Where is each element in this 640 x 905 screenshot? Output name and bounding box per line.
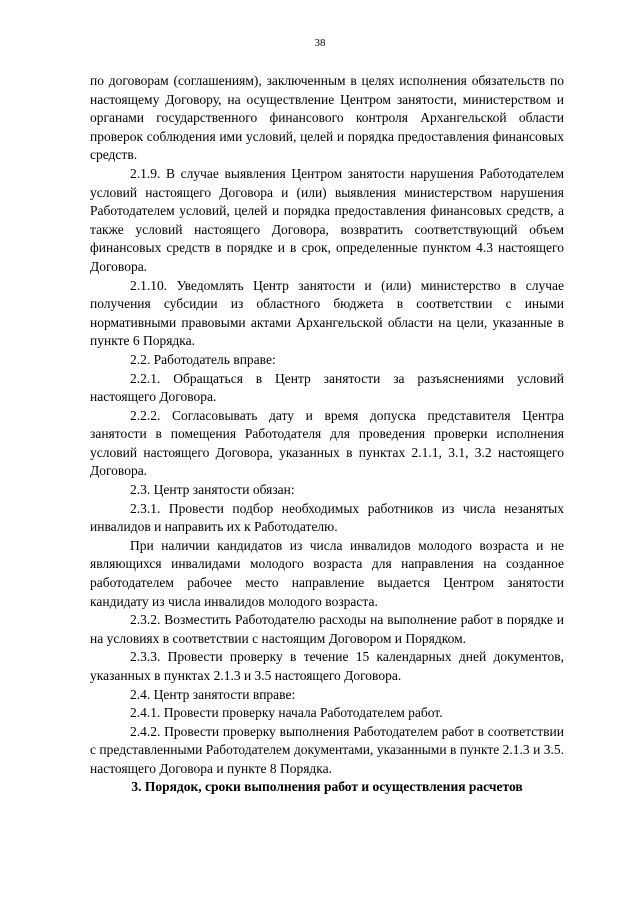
paragraph-2-2: 2.2. Работодатель вправе:	[130, 351, 276, 367]
paragraph-continuation: по договорам (соглашениям), заключенным в целях исполнения обязательств по настоящему Договору, на осуществление Центром занятости, министерством и органами государственного финансового контроля Архангельской области проверок соблюдения ими условий, целей и порядка предоставления финансовых средств.	[90, 73, 564, 163]
paragraph-candidates: При наличии кандидатов из числа инвалидов молодого возраста и не являющихся инвалидами молодого возраста для направления на созданное работодателем рабочее место направление выдается Центром занятости кандидату из числа инвалидов молодого возраста.	[90, 537, 564, 609]
paragraph-2-3: 2.3. Центр занятости обязан:	[130, 482, 295, 498]
paragraph-2-3-3: 2.3.3. Провести проверку в течение 15 календарных дней документов, указанных в пунктах 2.1.3 и 3.5 настоящего Договора.	[90, 649, 564, 683]
paragraph-2-4-2: 2.4.2. Провести проверку выполнения Работодателем работ в соответствии с представленными Работодателем документами, указанными в пункте 2.1.3 и 3.5. настоящего Договора и пункте 8 Порядка.	[90, 723, 564, 776]
page-number: 38	[314, 37, 326, 49]
paragraph-2-2-2: 2.2.2. Согласовывать дату и время допуска представителя Центра занятости в помещения Работодателя для проведения проверки исполнения условий настоящего Договора, указанных в пунктах 2.1.1, 3.1, 3.2 настоящего Договора.	[90, 407, 564, 479]
paragraph-2-4-1: 2.4.1. Провести проверку начала Работодателем работ.	[130, 705, 443, 721]
document-body	[90, 72, 564, 779]
paragraph-2-3-1: 2.3.1. Провести подбор необходимых работников из числа незанятых инвалидов и направить их к Работодателю.	[90, 500, 564, 535]
section-heading: 3. Порядок, сроки выполнения работ и осуществления расчетов	[131, 779, 523, 794]
paragraph-2-3-2: 2.3.2. Возместить Работодателю расходы на выполнение работ в порядке и на условиях в соответствии с настоящим Договором и Порядком.	[90, 612, 564, 646]
paragraph-2-1-10: 2.1.10. Уведомлять Центр занятости и (или) министерство в случае получения субсидии из областного бюджета в соответствии с иными нормативными правовыми актами Архангельской области на цели, указанные в пункте 6 Порядка.	[90, 277, 564, 349]
paragraph-2-4: 2.4. Центр занятости вправе:	[130, 686, 296, 702]
paragraph-2-1-9: 2.1.9. В случае выявления Центром занятости нарушения Работодателем условий настоящего Договора и (или) выявления министерством нарушения Работодателем условий, целей и порядка предоставления финансовых средств, а также условий настоящего Договора, возвратить соответствующий объем финансовых средств в порядке и в срок, определенные пунктом 4.3 настоящего Договора.	[90, 165, 564, 274]
paragraph-2-2-1: 2.2.1. Обращаться в Центр занятости за разъяснениями условий настоящего Договора.	[90, 370, 564, 405]
